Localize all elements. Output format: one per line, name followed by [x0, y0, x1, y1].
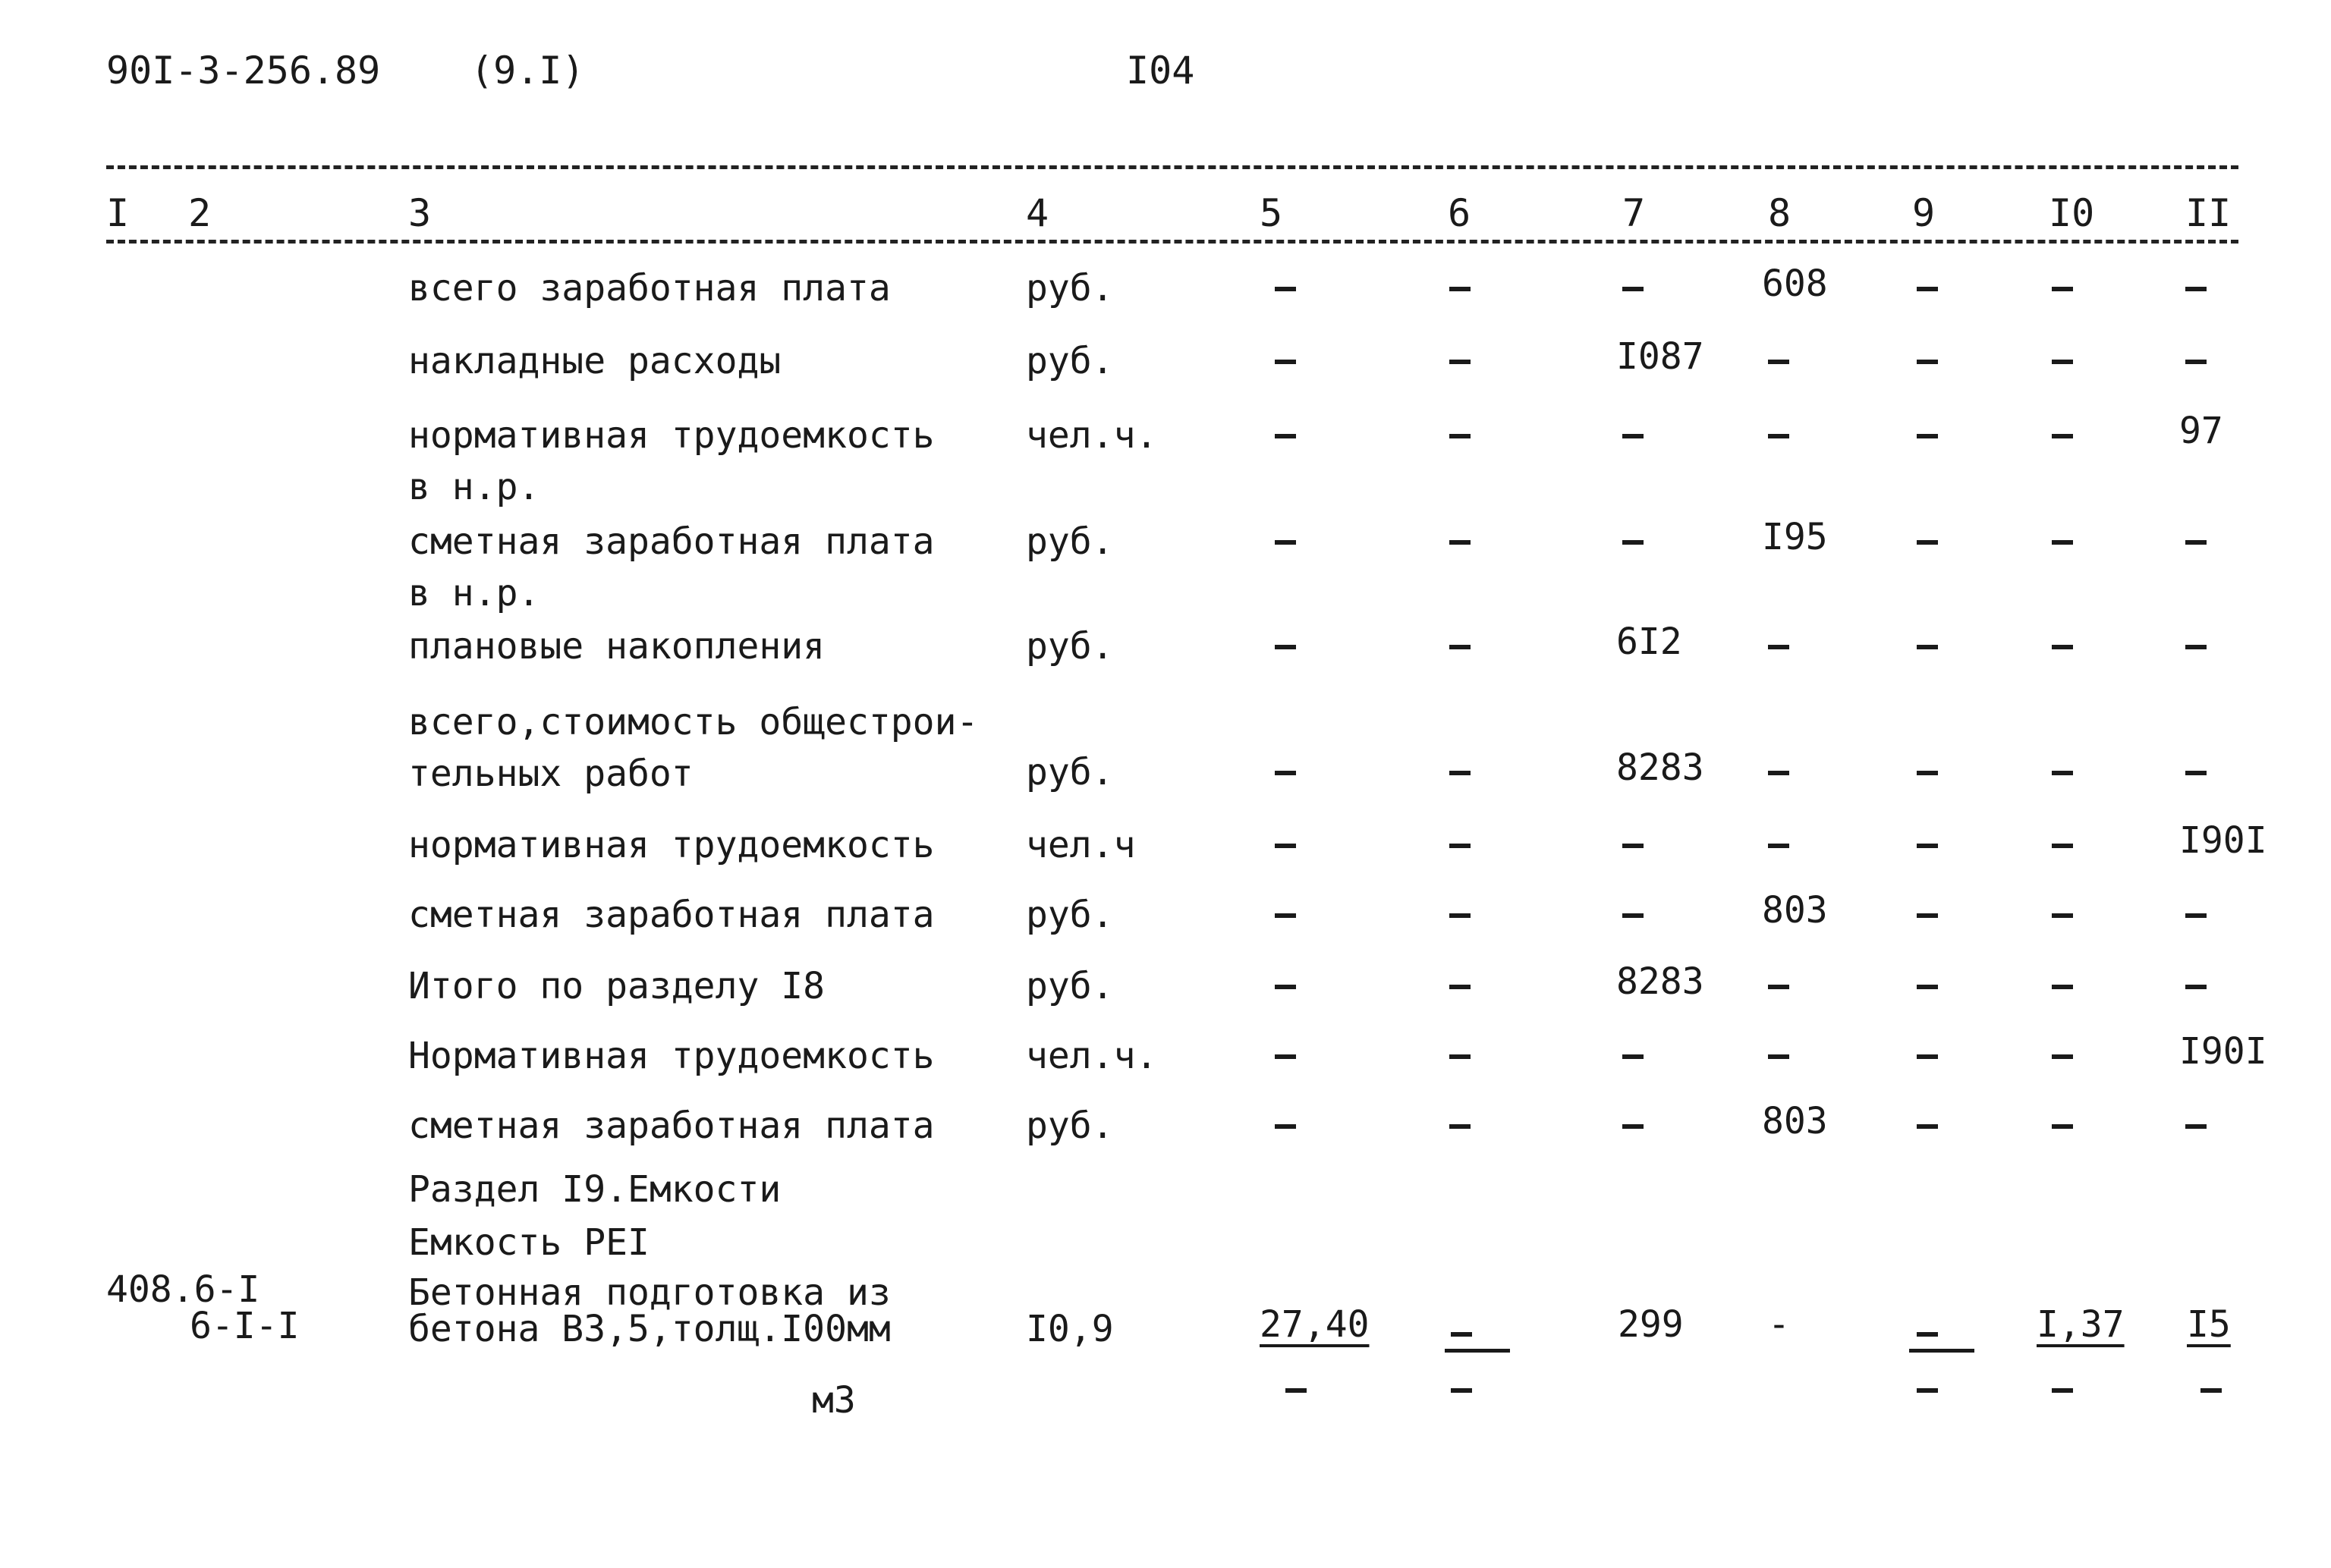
- row-dash-col5: [1275, 1054, 1296, 1059]
- item-col10-value: I,37: [2037, 1303, 2125, 1346]
- item-code: 408.6-I: [106, 1268, 260, 1311]
- row-unit: руб.: [1026, 520, 1114, 563]
- row-dash-col5: [1275, 540, 1296, 545]
- row-value-col7: I087: [1616, 335, 1704, 378]
- row-label: сметная заработная плата: [408, 1105, 935, 1147]
- row-label-continued: в н.р.: [408, 466, 540, 508]
- row-value-col8: 608: [1762, 262, 1828, 305]
- row-value-col8: I95: [1762, 516, 1828, 558]
- row-dash-col10: [2052, 360, 2073, 364]
- row-value-col11: 97: [2179, 410, 2223, 452]
- row-dash-col7: [1622, 540, 1644, 545]
- row-dash-col5: [1275, 985, 1296, 989]
- row-value-col7: 6I2: [1616, 621, 1682, 663]
- item-subcode: 6-I-I: [190, 1305, 300, 1347]
- item-col6-dash: [1451, 1332, 1472, 1337]
- item-col11-value: I5: [2187, 1303, 2231, 1346]
- row-unit: чел.ч: [1026, 824, 1136, 866]
- row-label: всего заработная плата: [408, 267, 891, 310]
- column-number-1: I: [106, 191, 130, 235]
- row-dash-col6: [1449, 913, 1471, 918]
- row-dash-col6: [1449, 1124, 1471, 1129]
- column-number-11: II: [2185, 191, 2232, 235]
- column-number-7: 7: [1622, 191, 1646, 235]
- row-dash-col10: [2052, 771, 2073, 775]
- item-description-line2: бетона В3,5,толщ.I00мм: [408, 1308, 891, 1350]
- row-dash-col5: [1275, 844, 1296, 848]
- section-number: (9.I): [470, 49, 585, 93]
- item-col5-denominator-dash: [1285, 1388, 1307, 1393]
- row-unit: руб.: [1026, 1105, 1114, 1147]
- row-unit: руб.: [1026, 965, 1114, 1007]
- column-number-4: 4: [1026, 191, 1049, 235]
- item-col11-denominator-dash: [2200, 1388, 2222, 1393]
- row-dash-col7: [1622, 1124, 1644, 1129]
- row-dash-col10: [2052, 844, 2073, 848]
- row-dash-col6: [1449, 844, 1471, 848]
- item-col7-value: 299: [1618, 1303, 1684, 1346]
- item-description-line1: Бетонная подготовка из: [408, 1271, 891, 1314]
- row-unit: руб.: [1026, 751, 1114, 793]
- row-label-continued: в н.р.: [408, 572, 540, 614]
- row-dash-col9: [1917, 360, 1938, 364]
- row-dash-col6: [1449, 1054, 1471, 1059]
- row-label: Нормативная трудоемкость: [408, 1035, 935, 1077]
- row-dash-col6: [1449, 985, 1471, 989]
- row-dash-col6: [1449, 645, 1471, 649]
- row-dash-col9: [1917, 771, 1938, 775]
- item-col8-value: -: [1768, 1303, 1790, 1346]
- row-dash-col8: [1768, 844, 1789, 848]
- row-dash-col11: [2185, 645, 2207, 649]
- row-dash-col9: [1917, 540, 1938, 545]
- column-number-6: 6: [1448, 191, 1471, 235]
- row-dash-col11: [2185, 985, 2207, 989]
- row-dash-col8: [1768, 360, 1789, 364]
- row-dash-col9: [1917, 844, 1938, 848]
- section-subtitle: Емкость РЕI: [408, 1221, 650, 1264]
- row-dash-col5: [1275, 287, 1296, 291]
- row-label: накладные расходы: [408, 340, 782, 382]
- row-dash-col11: [2185, 360, 2207, 364]
- section-title: Раздел I9.Емкости: [408, 1168, 782, 1211]
- row-unit: руб.: [1026, 894, 1114, 936]
- row-value-col11: I90I: [2179, 819, 2267, 862]
- row-label: Итого по разделу I8: [408, 965, 826, 1007]
- item-col9-dash: [1917, 1332, 1938, 1337]
- row-dash-col7: [1622, 434, 1644, 438]
- row-dash-col10: [2052, 287, 2073, 291]
- item-col9-denominator-dash: [1917, 1388, 1938, 1393]
- column-number-3: 3: [408, 191, 432, 235]
- row-dash-col5: [1275, 913, 1296, 918]
- row-value-col11: I90I: [2179, 1030, 2267, 1073]
- row-unit: чел.ч.: [1026, 1035, 1158, 1077]
- row-dash-col11: [2185, 540, 2207, 545]
- row-dash-col7: [1622, 844, 1644, 848]
- row-label: сметная заработная плата: [408, 520, 935, 563]
- page-number: I04: [1126, 49, 1195, 93]
- item-col5-value: 27,40: [1260, 1303, 1370, 1346]
- item-unit: м3: [812, 1379, 856, 1422]
- row-label: нормативная трудоемкость: [408, 824, 935, 866]
- row-dash-col5: [1275, 1124, 1296, 1129]
- table-header-rule: [106, 240, 2238, 244]
- table-top-rule: [106, 165, 2238, 169]
- row-value-col8: 803: [1762, 889, 1828, 932]
- row-label: всего,стоимость общестрои-: [408, 701, 979, 743]
- row-dash-col5: [1275, 771, 1296, 775]
- row-unit: чел.ч.: [1026, 414, 1158, 457]
- row-dash-col10: [2052, 1124, 2073, 1129]
- row-unit: руб.: [1026, 340, 1114, 382]
- row-dash-col5: [1275, 645, 1296, 649]
- row-dash-col9: [1917, 287, 1938, 291]
- row-dash-col11: [2185, 287, 2207, 291]
- row-dash-col9: [1917, 1124, 1938, 1129]
- row-dash-col11: [2185, 771, 2207, 775]
- row-dash-col9: [1917, 1054, 1938, 1059]
- row-dash-col6: [1449, 540, 1471, 545]
- row-dash-col10: [2052, 985, 2073, 989]
- row-label: нормативная трудоемкость: [408, 414, 935, 457]
- row-dash-col6: [1449, 360, 1471, 364]
- column-number-8: 8: [1768, 191, 1792, 235]
- item-col10-denominator-dash: [2052, 1388, 2073, 1393]
- row-dash-col6: [1449, 434, 1471, 438]
- row-dash-col10: [2052, 540, 2073, 545]
- column-number-9: 9: [1912, 191, 1936, 235]
- row-dash-col10: [2052, 645, 2073, 649]
- column-number-5: 5: [1260, 191, 1283, 235]
- row-dash-col9: [1917, 434, 1938, 438]
- row-dash-col9: [1917, 985, 1938, 989]
- item-quantity: I0,9: [1026, 1308, 1114, 1350]
- row-dash-col11: [2185, 1124, 2207, 1129]
- column-number-2: 2: [188, 191, 212, 235]
- row-dash-col11: [2185, 913, 2207, 918]
- row-unit: руб.: [1026, 625, 1114, 668]
- row-dash-col5: [1275, 434, 1296, 438]
- row-dash-col10: [2052, 434, 2073, 438]
- row-dash-col7: [1622, 913, 1644, 918]
- row-label: плановые накопления: [408, 625, 826, 668]
- row-dash-col8: [1768, 1054, 1789, 1059]
- row-label: сметная заработная плата: [408, 894, 935, 936]
- row-dash-col8: [1768, 645, 1789, 649]
- row-dash-col10: [2052, 1054, 2073, 1059]
- item-col6-denominator-dash: [1451, 1388, 1472, 1393]
- document-code: 90I-3-256.89: [106, 49, 381, 93]
- row-dash-col9: [1917, 645, 1938, 649]
- row-dash-col6: [1449, 771, 1471, 775]
- row-dash-col8: [1768, 771, 1789, 775]
- column-number-10: I0: [2049, 191, 2095, 235]
- row-dash-col8: [1768, 434, 1789, 438]
- row-value-col8: 803: [1762, 1100, 1828, 1142]
- row-label-continued: тельных работ: [408, 753, 694, 795]
- row-unit: руб.: [1026, 267, 1114, 310]
- row-dash-col7: [1622, 1054, 1644, 1059]
- row-dash-col5: [1275, 360, 1296, 364]
- row-dash-col7: [1622, 287, 1644, 291]
- row-dash-col9: [1917, 913, 1938, 918]
- item-col6-underlined-dash: [1445, 1349, 1510, 1353]
- row-value-col7: 8283: [1616, 960, 1704, 1003]
- row-dash-col6: [1449, 287, 1471, 291]
- row-dash-col8: [1768, 985, 1789, 989]
- item-col9-underlined-dash: [1909, 1349, 1974, 1353]
- row-value-col7: 8283: [1616, 746, 1704, 789]
- row-dash-col10: [2052, 913, 2073, 918]
